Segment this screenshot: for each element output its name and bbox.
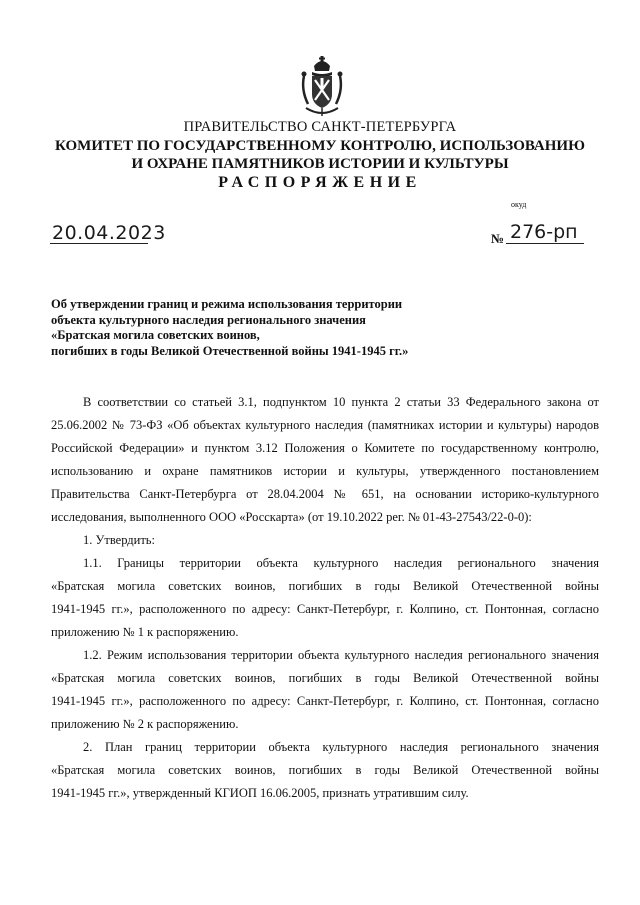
number-underline [506, 243, 584, 244]
document-date: 20.04.2023 [52, 222, 166, 244]
body-line: «Братская могила советских воинов, погибших в годы Великой Отечественной войны [51, 763, 599, 777]
committee-title-line: И ОХРАНЕ ПАМЯТНИКОВ ИСТОРИИ И КУЛЬТУРЫ [131, 156, 509, 172]
body-line: использованию и охране памятников истории и культуры, утвержденного постановлением [51, 464, 599, 478]
body-line: 2. План границ территории объекта культурного наследия регионального значения [83, 740, 599, 754]
body-line: исследования, выполненного ООО «Росскарта» (от 19.10.2022 рег. № 01-43-27543/22-0-0): [51, 510, 532, 524]
subject-line: объекта культурного наследия регионального значения [51, 312, 366, 327]
subject-line: погибших в годы Великой Отечественной войны 1941-1945 гг.» [51, 343, 409, 358]
body-line: 1941-1945 гг.», расположенного по адресу: Санкт-Петербург, г. Колпино, ст. Понтонная, согласно [51, 694, 599, 708]
committee-title [0, 137, 640, 173]
body-line: приложению № 2 к распоряжению. [51, 717, 239, 731]
document-type: РАСПОРЯЖЕНИЕ [218, 174, 422, 191]
body-line: Правительства Санкт-Петербурга от 28.04.2004 № 651, на основании историко-культурного [51, 487, 599, 501]
committee-title-line: КОМИТЕТ ПО ГОСУДАРСТВЕННОМУ КОНТРОЛЮ, ИСПОЛЬЗОВАНИЮ [55, 138, 585, 154]
body-line: 1941-1945 гг.», расположенного по адресу: Санкт-Петербург, г. Колпино, ст. Понтонная, согласно [51, 602, 599, 616]
body-line: 25.06.2002 № 73-ФЗ «Об объектах культурного наследия (памятниках истории и культуры) народов [51, 418, 599, 432]
document-subject [51, 297, 451, 359]
coat-of-arms-emblem [298, 56, 346, 120]
document-number: 276-рп [510, 221, 578, 243]
body-line: 1941-1945 гг.», утвержденный КГИОП 16.06.2005, признать утратившим силу. [51, 786, 469, 800]
body-line: 1.2. Режим использования территории объекта культурного наследия регионального значения [83, 648, 599, 662]
body-line: Российской Федерации» и пунктом 3.12 Положения о Комитете по государственному контролю, [51, 441, 599, 455]
body-line: приложению № 1 к распоряжению. [51, 625, 239, 639]
body-line: 1.1. Границы территории объекта культурного наследия регионального значения [83, 556, 599, 570]
subject-line: Об утверждении границ и режима использования территории [51, 297, 403, 311]
okud-label: окуд [511, 200, 527, 209]
body-line: «Братская могила советских воинов, погибших в годы Великой Отечественной войны [51, 579, 599, 593]
number-sign: № [491, 231, 505, 246]
document-body [51, 391, 599, 805]
subject-line: «Братская могила советских воинов, [51, 328, 260, 342]
body-line: 1. Утвердить: [83, 533, 155, 547]
date-underline [50, 243, 148, 244]
government-title: ПРАВИТЕЛЬСТВО САНКТ-ПЕТЕРБУРГА [183, 119, 457, 135]
body-line: «Братская могила советских воинов, погибших в годы Великой Отечественной войны [51, 671, 599, 685]
body-line: В соответствии со статьей 3.1, подпунктом 10 пункта 2 статьи 33 Федерального закона от [83, 395, 599, 409]
